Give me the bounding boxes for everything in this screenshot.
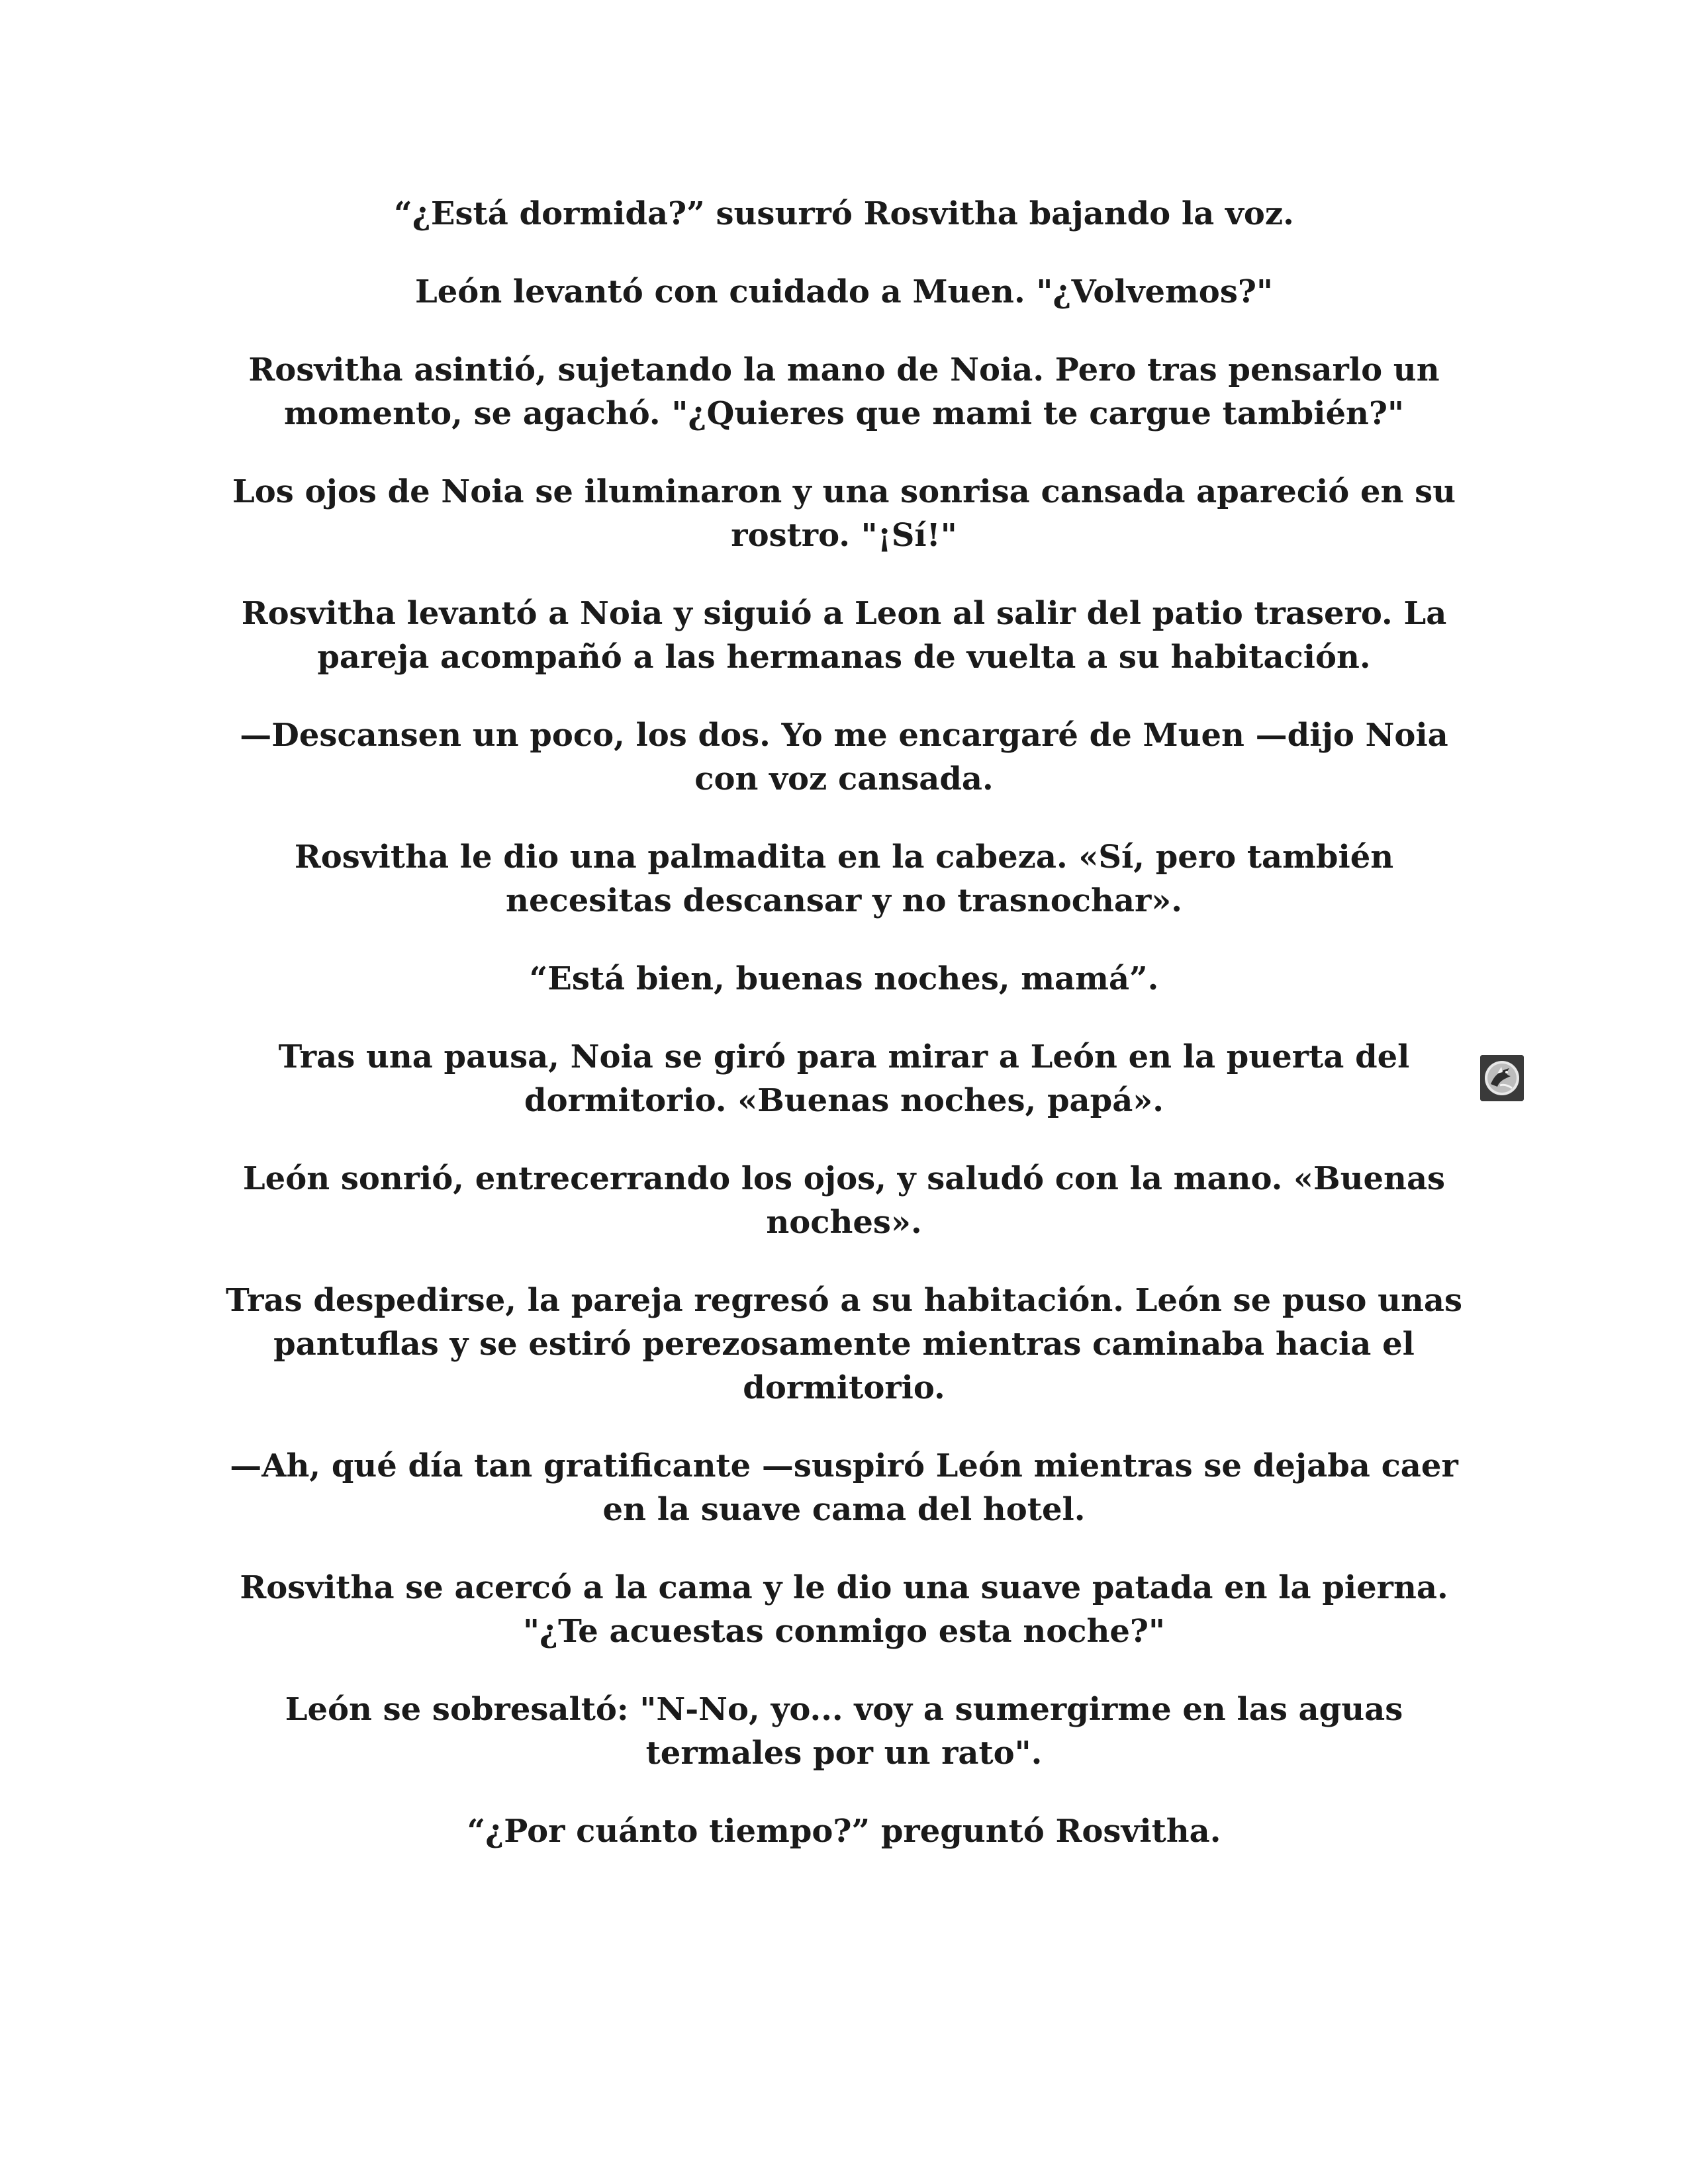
paragraph: León sonrió, entrecerrando los ojos, y saludó con la mano. «Buenas noches». <box>242 1160 1446 1241</box>
paragraph: Tras despedirse, la pareja regresó a su habitación. León se puso unas pantuflas y se estiró perezosamente mientras caminaba hacia el dormitorio. <box>226 1282 1462 1406</box>
paragraph: León levantó con cuidado a Muen. "¿Volvemos?" <box>415 273 1273 310</box>
paragraph: Rosvitha asintió, sujetando la mano de Noia. Pero tras pensarlo un momento, se agachó. "¿Quieres que mami te cargue también?" <box>248 351 1440 432</box>
paragraph: Rosvitha se acercó a la cama y le dio una suave patada en la pierna. "¿Te acuestas conmigo esta noche?" <box>240 1569 1448 1650</box>
paragraph: —Ah, qué día tan gratificante —suspiró León mientras se dejaba caer en la suave cama del hotel. <box>230 1447 1458 1528</box>
paragraph: “¿Está dormida?” susurró Rosvitha bajando la voz. <box>394 195 1294 232</box>
paragraph: Rosvitha le dio una palmadita en la cabeza. «Sí, pero también necesitas descansar y no trasnochar». <box>294 839 1394 919</box>
paragraph: “Está bien, buenas noches, mamá”. <box>529 960 1159 997</box>
paragraph: Tras una pausa, Noia se giró para mirar a León en la puerta del dormitorio. «Buenas noches, papá». <box>278 1038 1410 1119</box>
dragon-emblem-icon <box>1480 1055 1524 1101</box>
paragraph: Rosvitha levantó a Noia y siguió a Leon al salir del patio trasero. La pareja acompañó a las hermanas de vuelta a su habitación. <box>241 595 1447 676</box>
paragraph: Los ojos de Noia se iluminaron y una sonrisa cansada apareció en su rostro. "¡Sí!" <box>232 473 1456 554</box>
paragraph: León se sobresaltó: "N-No, yo... voy a sumergirme en las aguas termales por un rato". <box>285 1691 1403 1772</box>
paragraph: “¿Por cuánto tiempo?” preguntó Rosvitha. <box>467 1813 1221 1850</box>
story-text <box>225 192 1463 1853</box>
paragraph: —Descansen un poco, los dos. Yo me encargaré de Muen —dijo Noia con voz cansada. <box>240 717 1448 797</box>
